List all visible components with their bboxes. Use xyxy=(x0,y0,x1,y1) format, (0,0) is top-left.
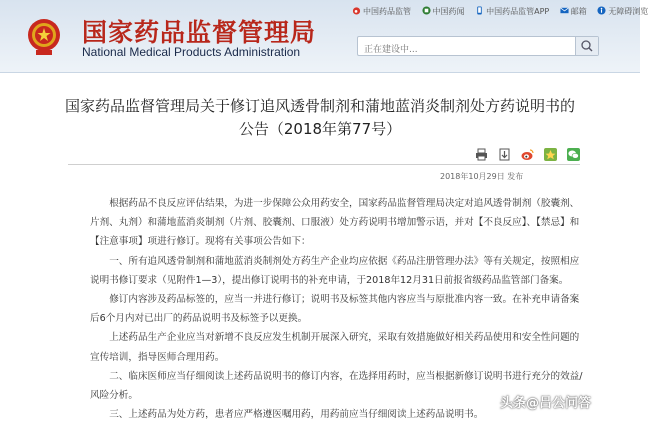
article-paragraph: 根据药品不良反应评估结果，为进一步保障公众用药安全，国家药品监督管理局决定对追风透骨制剂（胶囊剂、片剂、丸剂）和蒲地蓝消炎制剂（片剂、胶囊剂、口服液）处方药说明书增加警示语，并对【不良反应】、【禁忌】和【注意事项】项进行修订。现将有关事项公告如下： xyxy=(90,198,580,248)
download-icon[interactable] xyxy=(498,148,511,161)
wechat-share-icon[interactable] xyxy=(567,148,580,161)
article-title-line2: 公告（2018年第77号） xyxy=(238,120,402,138)
search-icon xyxy=(576,37,598,55)
article-paragraph: 上述药品生产企业应当对新增不良反应发生机制开展深入研究，采取有效措施做好相关药品使用和安全性问题的宣传培训，指导医师合理用药。 xyxy=(90,332,580,363)
weibo-icon xyxy=(352,6,361,15)
site-name-cn: 国家药品监督管理局 xyxy=(82,18,317,47)
top-link-label: 中国药闻 xyxy=(432,7,465,16)
top-link-accessibility[interactable] xyxy=(597,6,648,17)
app-icon xyxy=(475,6,484,15)
top-link-weibo[interactable] xyxy=(352,6,411,17)
article-paragraph: 修订内容涉及药品标签的，应当一并进行修订；说明书及标签其他内容应当与原批准内容一致。在补充申请备案后6个月内对已出厂的药品说明书及标签予以更换。 xyxy=(90,294,580,325)
top-link-mail[interactable] xyxy=(560,6,587,17)
weibo-share-icon[interactable] xyxy=(521,148,534,161)
article-paragraph: 二、临床医师应当仔细阅读上述药品说明书的修订内容，在选择用药时，应当根据新修订说明书进行充分的效益/风险分析。 xyxy=(90,370,583,402)
mail-icon xyxy=(560,6,569,15)
print-icon[interactable] xyxy=(475,148,488,161)
search-box xyxy=(357,36,599,56)
search-input[interactable] xyxy=(358,42,564,58)
top-links xyxy=(352,6,656,22)
title-divider xyxy=(68,164,580,165)
top-link-label: 中国药品监管APP xyxy=(486,7,550,16)
search-button[interactable] xyxy=(575,37,598,55)
share-toolbar xyxy=(470,144,580,160)
national-emblem-icon xyxy=(27,18,61,56)
article-paragraph: 一、所有追风透骨制剂和蒲地蓝消炎制剂处方药生产企业均应依据《药品注册管理办法》等有关规定，按照相应说明书修订要求（见附件1—3），提出修订说明书的补充申请，于2018年12月31日前报省级药品监管部门备案。 xyxy=(90,255,580,286)
top-link-news[interactable] xyxy=(422,6,465,17)
site-name-en: National Medical Products Administration xyxy=(82,45,301,59)
top-link-label: 中国药品监管 xyxy=(363,7,411,16)
publish-date: 2018年10月29日 发布 xyxy=(440,172,524,181)
news-icon xyxy=(422,6,431,15)
article-title xyxy=(50,95,590,141)
watermark: 头条@吕公问答 xyxy=(500,396,592,411)
accessibility-icon xyxy=(597,6,606,15)
article-body xyxy=(90,194,588,424)
site-header xyxy=(0,0,649,73)
top-link-label: 邮箱 xyxy=(570,7,587,16)
article-paragraph: 三、上述药品为处方药，患者应严格遵医嘱用药，用药前应当仔细阅读上述药品说明书。 xyxy=(109,409,484,421)
qzone-share-icon[interactable] xyxy=(544,148,557,161)
top-link-app[interactable] xyxy=(475,6,549,17)
article-title-line1: 国家药品监督管理局关于修订追风透骨制剂和蒲地蓝消炎制剂处方药说明书的 xyxy=(64,97,575,115)
top-link-label: 无障碍浏览 xyxy=(608,7,649,16)
